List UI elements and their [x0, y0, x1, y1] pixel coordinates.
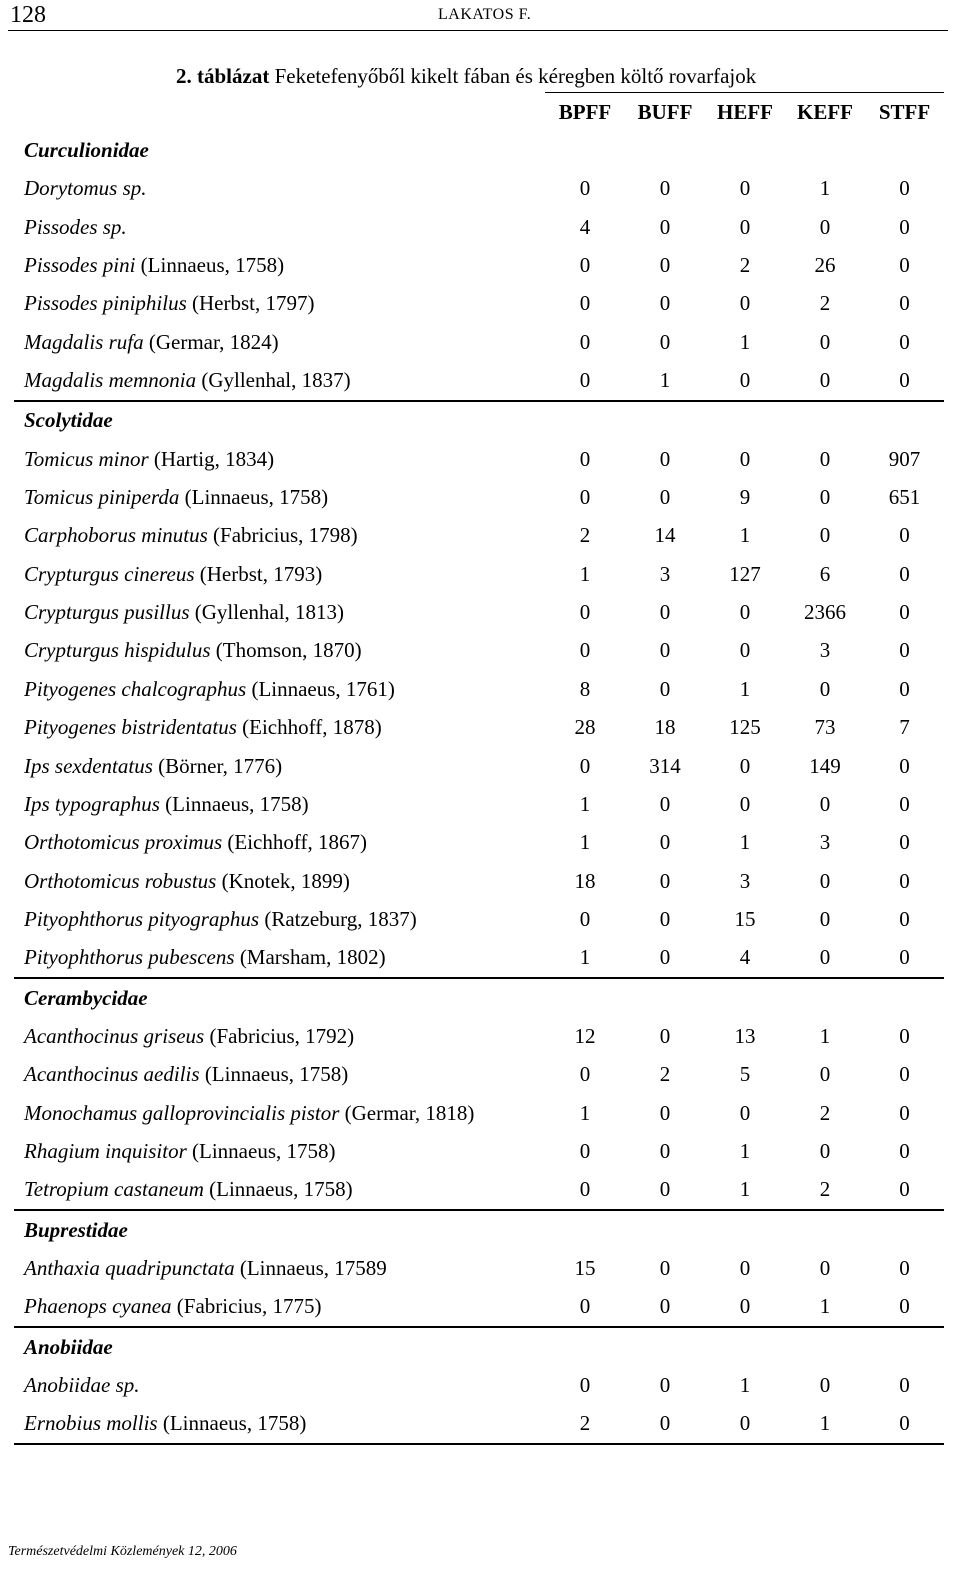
- count-cell: 0: [739, 1255, 751, 1280]
- species-name: Phaenops cyanea: [24, 1294, 172, 1319]
- species-author: (Eichhoff, 1878): [236, 715, 382, 740]
- count-cell: 0: [659, 1138, 671, 1163]
- count-cell: 0: [819, 329, 831, 354]
- species-cell: [14, 1094, 545, 1132]
- table-row: [14, 1405, 944, 1444]
- table-row: [14, 170, 944, 208]
- species-cell: [14, 747, 545, 785]
- count-cell: 3: [819, 830, 831, 855]
- species-name: Pityogenes chalcographus: [24, 676, 247, 701]
- count-cell: 0: [785, 361, 865, 400]
- species-name: Pissodes sp.: [24, 214, 127, 239]
- species-author: (Marsham, 1802): [234, 945, 386, 970]
- column-header: BUFF: [625, 93, 705, 132]
- count-cell: 0: [659, 291, 671, 316]
- count-cell: 0: [579, 638, 591, 663]
- count-cell: 0: [899, 253, 910, 278]
- species-cell: [14, 440, 545, 478]
- table-row: [14, 709, 944, 747]
- count-cell: 0: [899, 600, 910, 625]
- count-cell: 0: [579, 1373, 591, 1398]
- species-cell: [14, 323, 545, 361]
- table-row: [14, 939, 944, 978]
- species-name: Dorytomus sp.: [24, 176, 147, 201]
- species-author: (Gyllenhal, 1813): [189, 600, 345, 625]
- count-cell: 1: [785, 1405, 865, 1444]
- species-author: (Gyllenhal, 1837): [196, 368, 351, 393]
- count-cell: 8: [579, 676, 591, 701]
- count-cell: 1: [739, 1138, 751, 1163]
- count-cell: 0: [659, 1023, 671, 1048]
- species-name: Crypturgus hispidulus: [24, 638, 211, 663]
- count-cell: 0: [899, 1023, 910, 1048]
- table-row: [14, 478, 944, 516]
- count-cell: 907: [888, 446, 921, 471]
- species-author: (Linnaeus, 1758): [186, 1138, 336, 1163]
- count-cell: 0: [579, 485, 591, 510]
- species-author: (Thomson, 1870): [210, 638, 362, 663]
- species-cell: [14, 1056, 545, 1094]
- count-cell: 1: [819, 1023, 831, 1048]
- species-author: (Linnaeus, 1758): [157, 1411, 307, 1436]
- table-caption-label: 2. táblázat: [176, 64, 270, 88]
- table-row: [14, 1249, 944, 1287]
- species-cell: [14, 1249, 545, 1287]
- species-cell: [14, 555, 545, 593]
- table-row: [14, 555, 944, 593]
- count-cell: 0: [739, 753, 751, 778]
- count-cell: 0: [579, 1138, 591, 1163]
- count-cell: 0: [625, 1288, 705, 1327]
- count-cell: 0: [659, 214, 671, 239]
- count-cell: 0: [899, 291, 910, 316]
- count-cell: 0: [819, 791, 831, 816]
- table-row: [14, 1132, 944, 1170]
- count-cell: 0: [705, 1405, 785, 1444]
- count-cell: 2: [545, 1405, 625, 1444]
- family-name: Cerambycidae: [24, 985, 148, 1010]
- count-cell: 0: [899, 791, 910, 816]
- family-name: Curculionidae: [24, 138, 149, 163]
- species-name: Crypturgus cinereus: [24, 561, 195, 586]
- species-cell: [14, 1288, 545, 1327]
- species-cell: [14, 170, 545, 208]
- count-cell: 0: [865, 361, 944, 400]
- count-cell: 0: [739, 791, 751, 816]
- species-author: (Linnaeus, 1758): [203, 1177, 353, 1202]
- count-cell: 0: [819, 1138, 831, 1163]
- count-cell: 0: [739, 638, 751, 663]
- count-cell: 4: [579, 214, 591, 239]
- species-name: Acanthocinus aedilis: [24, 1062, 200, 1087]
- species-author: (Börner, 1776): [152, 753, 283, 778]
- species-name: Anthaxia quadripunctata: [24, 1255, 235, 1280]
- count-cell: 0: [705, 361, 785, 400]
- count-cell: 0: [899, 176, 910, 201]
- table-row: [14, 285, 944, 323]
- species-cell: [14, 285, 545, 323]
- count-cell: 0: [819, 214, 831, 239]
- table-row: [14, 747, 944, 785]
- count-cell: 1: [579, 1100, 591, 1125]
- species-name: Ips typographus: [24, 791, 160, 816]
- species-name: Pityophthorus pubescens: [24, 945, 235, 970]
- count-cell: 0: [819, 868, 831, 893]
- table-row: [14, 632, 944, 670]
- count-cell: 0: [899, 1100, 910, 1125]
- species-cell: [14, 1171, 545, 1210]
- species-cell: [14, 939, 545, 978]
- count-cell: 0: [659, 176, 671, 201]
- species-cell: [14, 1405, 545, 1444]
- count-cell: 0: [659, 791, 671, 816]
- count-cell: 651: [888, 485, 921, 510]
- table-row: [14, 517, 944, 555]
- species-name: Tomicus minor: [24, 446, 149, 471]
- count-cell: 0: [899, 1138, 910, 1163]
- header-blank-cell: [14, 93, 545, 132]
- family-row: [14, 978, 944, 1017]
- family-row: [14, 1327, 944, 1366]
- count-cell: 0: [659, 446, 671, 471]
- count-cell: 0: [545, 1288, 625, 1327]
- species-name: Pityophthorus pityographus: [24, 906, 260, 931]
- count-cell: 0: [899, 1255, 910, 1280]
- count-cell: 0: [579, 446, 591, 471]
- column-header: STFF: [865, 93, 944, 132]
- count-cell: 14: [654, 523, 676, 548]
- species-name: Ips sexdentatus: [24, 753, 153, 778]
- count-cell: 0: [659, 906, 671, 931]
- count-cell: 0: [739, 600, 751, 625]
- species-author: (Knotek, 1899): [216, 868, 350, 893]
- count-cell: 0: [545, 361, 625, 400]
- species-cell: [14, 517, 545, 555]
- species-table: [14, 92, 944, 1445]
- table-row: [14, 862, 944, 900]
- count-cell: 0: [659, 1373, 671, 1398]
- species-name: Magdalis rufa: [24, 329, 144, 354]
- count-cell: 7: [899, 715, 910, 740]
- table-row: [14, 361, 944, 400]
- species-cell: [14, 208, 545, 246]
- count-cell: 0: [819, 1062, 831, 1087]
- count-cell: 0: [739, 291, 751, 316]
- count-cell: 1: [625, 361, 705, 400]
- count-cell: 3: [819, 638, 831, 663]
- count-cell: 26: [814, 253, 836, 278]
- count-cell: 0: [579, 329, 591, 354]
- journal-footer: Természetvédelmi Közlemények 12, 2006: [8, 1544, 237, 1559]
- count-cell: 0: [865, 939, 944, 978]
- count-cell: 0: [899, 1062, 910, 1087]
- species-author: (Linnaeus, 1758): [159, 791, 309, 816]
- count-cell: 0: [625, 939, 705, 978]
- species-cell: [14, 862, 545, 900]
- count-cell: 0: [659, 1100, 671, 1125]
- count-cell: 0: [659, 638, 671, 663]
- species-cell: [14, 1017, 545, 1055]
- family-row: [14, 131, 944, 169]
- table-body: [14, 131, 944, 1444]
- species-name: Orthotomicus proximus: [24, 830, 223, 855]
- count-cell: 1: [739, 676, 751, 701]
- count-cell: 18: [574, 868, 596, 893]
- species-name: Anobiidae sp.: [24, 1373, 140, 1398]
- species-author: (Herbst, 1793): [194, 561, 323, 586]
- family-row: [14, 1210, 944, 1249]
- species-name: Rhagium inquisitor: [24, 1138, 187, 1163]
- count-cell: 18: [654, 715, 676, 740]
- species-name: Carphoborus minutus: [24, 523, 208, 548]
- count-cell: 0: [865, 1405, 944, 1444]
- species-cell: [14, 824, 545, 862]
- page-header: [8, 0, 948, 31]
- count-cell: 0: [819, 523, 831, 548]
- page-number: 128: [10, 2, 46, 28]
- table-row: [14, 323, 944, 361]
- species-cell: [14, 246, 545, 284]
- count-cell: 127: [729, 561, 761, 586]
- count-cell: 1: [739, 830, 751, 855]
- count-cell: 0: [899, 561, 910, 586]
- count-cell: 4: [705, 939, 785, 978]
- family-name: Anobiidae: [24, 1334, 113, 1359]
- count-cell: 2: [579, 523, 591, 548]
- species-name: Crypturgus pusillus: [24, 600, 190, 625]
- count-cell: 0: [659, 600, 671, 625]
- count-cell: 12: [574, 1023, 596, 1048]
- count-cell: 0: [899, 329, 910, 354]
- species-name: Ernobius mollis: [24, 1411, 158, 1436]
- species-name: Pissodes piniphilus: [24, 291, 187, 316]
- count-cell: 0: [899, 676, 910, 701]
- table-row: [14, 440, 944, 478]
- species-author: (Fabricius, 1798): [207, 523, 358, 548]
- species-author: (Linnaeus, 1761): [246, 676, 395, 701]
- count-cell: 0: [705, 1288, 785, 1327]
- species-author: (Linnaeus, 1758): [179, 485, 329, 510]
- count-cell: 0: [899, 830, 910, 855]
- table-row: [14, 1171, 944, 1210]
- species-name: Tetropium castaneum: [24, 1177, 204, 1202]
- count-cell: 0: [819, 1373, 831, 1398]
- count-cell: 0: [899, 906, 910, 931]
- species-author: (Ratzeburg, 1837): [259, 906, 417, 931]
- count-cell: 0: [899, 523, 910, 548]
- count-cell: 0: [659, 830, 671, 855]
- count-cell: 0: [659, 329, 671, 354]
- count-cell: 5: [739, 1062, 751, 1087]
- count-cell: 1: [579, 561, 591, 586]
- table-row: [14, 1056, 944, 1094]
- count-cell: 0: [899, 1373, 910, 1398]
- count-cell: 1: [739, 329, 751, 354]
- column-header: KEFF: [785, 93, 865, 132]
- count-cell: 1: [705, 1171, 785, 1210]
- species-author: (Eichhoff, 1867): [222, 830, 367, 855]
- count-cell: 0: [819, 676, 831, 701]
- species-name: Pityogenes bistridentatus: [24, 715, 237, 740]
- count-cell: 0: [819, 1255, 831, 1280]
- count-cell: 0: [659, 868, 671, 893]
- species-author: (Linnaeus, 1758): [199, 1062, 349, 1087]
- table-row: [14, 785, 944, 823]
- table-row: [14, 1288, 944, 1327]
- family-name: Scolytidae: [24, 408, 113, 433]
- count-cell: 1: [579, 791, 591, 816]
- count-cell: 6: [819, 561, 831, 586]
- count-cell: 0: [659, 253, 671, 278]
- count-cell: 0: [785, 939, 865, 978]
- count-cell: 125: [729, 715, 761, 740]
- count-cell: 73: [814, 715, 836, 740]
- count-cell: 0: [579, 600, 591, 625]
- count-cell: 3: [739, 868, 751, 893]
- count-cell: 1: [579, 830, 591, 855]
- count-cell: 2: [819, 291, 831, 316]
- table-row: [14, 208, 944, 246]
- table-row: [14, 246, 944, 284]
- species-name: Acanthocinus griseus: [24, 1023, 205, 1048]
- species-author: (Herbst, 1797): [186, 291, 315, 316]
- count-cell: 2366: [804, 600, 846, 625]
- count-cell: 0: [819, 485, 831, 510]
- count-cell: 9: [739, 485, 751, 510]
- species-name: Pissodes pini: [24, 253, 136, 278]
- count-cell: 0: [899, 753, 910, 778]
- running-title: LAKATOS F.: [438, 6, 532, 23]
- table-caption: [176, 60, 756, 92]
- count-cell: 0: [579, 753, 591, 778]
- count-cell: 28: [574, 715, 596, 740]
- count-cell: 1: [739, 1373, 751, 1398]
- count-cell: 1: [739, 523, 751, 548]
- count-cell: 1: [785, 1288, 865, 1327]
- count-cell: 3: [659, 561, 671, 586]
- species-cell: [14, 900, 545, 938]
- count-cell: 2: [785, 1171, 865, 1210]
- count-cell: 0: [579, 291, 591, 316]
- table-row: [14, 1017, 944, 1055]
- count-cell: 0: [739, 1100, 751, 1125]
- count-cell: 2: [659, 1062, 671, 1087]
- species-author: (Fabricius, 1792): [204, 1023, 355, 1048]
- species-cell: [14, 1132, 545, 1170]
- species-cell: [14, 361, 545, 400]
- count-cell: 0: [819, 446, 831, 471]
- count-cell: 2: [739, 253, 751, 278]
- count-cell: 0: [579, 1062, 591, 1087]
- species-author: (Hartig, 1834): [148, 446, 275, 471]
- species-author: (Germar, 1824): [143, 329, 279, 354]
- species-cell: [14, 709, 545, 747]
- count-cell: 0: [579, 906, 591, 931]
- count-cell: 1: [819, 176, 831, 201]
- count-cell: 1: [545, 939, 625, 978]
- count-cell: 13: [734, 1023, 756, 1048]
- species-author: (Fabricius, 1775): [171, 1294, 322, 1319]
- table-row: [14, 900, 944, 938]
- count-cell: 0: [579, 253, 591, 278]
- table-caption-text: Feketefenyőből kikelt fában és kéregben költő rovarfajok: [274, 64, 757, 88]
- species-author: (Linnaeus, 1758): [135, 253, 285, 278]
- count-cell: 0: [899, 868, 910, 893]
- table-row: [14, 593, 944, 631]
- column-header: BPFF: [545, 93, 625, 132]
- count-cell: 0: [545, 1171, 625, 1210]
- table-row: [14, 824, 944, 862]
- count-cell: 314: [649, 753, 681, 778]
- count-cell: 0: [659, 1255, 671, 1280]
- species-name: Orthotomicus robustus: [24, 868, 217, 893]
- column-header: HEFF: [705, 93, 785, 132]
- species-author: (Germar, 1818): [339, 1100, 475, 1125]
- species-cell: [14, 670, 545, 708]
- count-cell: 0: [739, 214, 751, 239]
- count-cell: 0: [899, 638, 910, 663]
- count-cell: 0: [625, 1405, 705, 1444]
- table-row: [14, 1366, 944, 1404]
- count-cell: 0: [865, 1288, 944, 1327]
- count-cell: 15: [734, 906, 756, 931]
- count-cell: 0: [819, 906, 831, 931]
- species-name: Monochamus galloprovincialis pistor: [24, 1100, 340, 1125]
- species-cell: [14, 785, 545, 823]
- family-name: Buprestidae: [24, 1217, 128, 1242]
- count-cell: 149: [809, 753, 841, 778]
- count-cell: 0: [659, 676, 671, 701]
- count-cell: 0: [739, 446, 751, 471]
- count-cell: 2: [819, 1100, 831, 1125]
- species-cell: [14, 478, 545, 516]
- table-header-row: [14, 93, 944, 132]
- count-cell: 0: [739, 176, 751, 201]
- count-cell: 0: [865, 1171, 944, 1210]
- count-cell: 0: [659, 485, 671, 510]
- count-cell: 15: [574, 1255, 596, 1280]
- count-cell: 0: [625, 1171, 705, 1210]
- count-cell: 0: [899, 214, 910, 239]
- species-cell: [14, 632, 545, 670]
- family-row: [14, 401, 944, 440]
- species-name: Magdalis memnonia: [24, 368, 197, 393]
- species-author: (Linnaeus, 17589: [234, 1255, 387, 1280]
- species-cell: [14, 593, 545, 631]
- table-row: [14, 1094, 944, 1132]
- species-cell: [14, 1366, 545, 1404]
- species-name: Tomicus piniperda: [24, 485, 180, 510]
- table-row: [14, 670, 944, 708]
- count-cell: 0: [579, 176, 591, 201]
